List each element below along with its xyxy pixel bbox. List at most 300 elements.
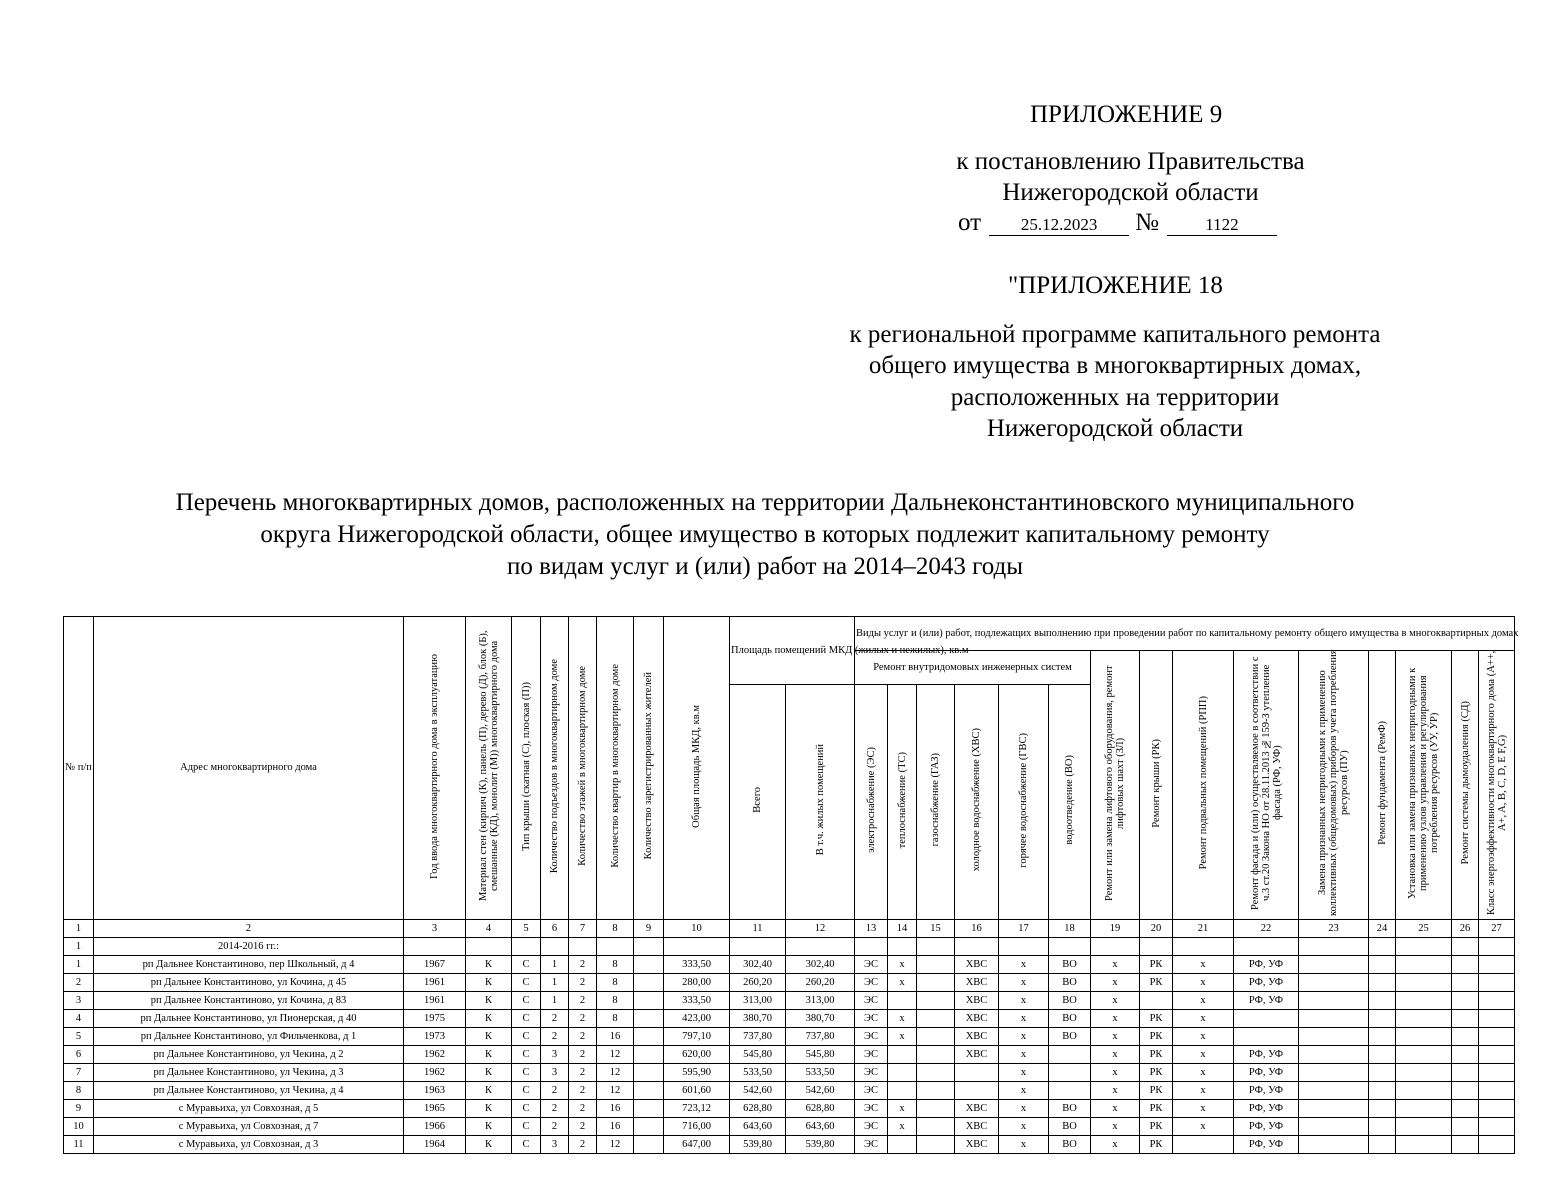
row-area-living: 533,50 bbox=[786, 1064, 855, 1082]
row-material: К bbox=[466, 1100, 512, 1118]
row-area-all: 643,60 bbox=[730, 1118, 786, 1136]
row-hvs: ХВС bbox=[955, 1136, 999, 1154]
column-number: 24 bbox=[1369, 920, 1396, 938]
row-facade: РФ, УФ bbox=[1234, 1118, 1299, 1136]
row-total-area: 797,10 bbox=[664, 1028, 730, 1046]
row-address: рп Дальнее Константиново, ул Чекина, д 4 bbox=[94, 1082, 404, 1100]
row-vo: ВО bbox=[1049, 1118, 1091, 1136]
row-total-area: 280,00 bbox=[664, 974, 730, 992]
row-year: 1973 bbox=[404, 1028, 466, 1046]
row-area-living: 539,80 bbox=[786, 1136, 855, 1154]
row-total-area: 723,12 bbox=[664, 1100, 730, 1118]
row-area-living: 643,60 bbox=[786, 1118, 855, 1136]
header-foundation-text: Ремонт фундамента (РемФ) bbox=[1376, 721, 1388, 845]
row-entrances: 1 bbox=[541, 956, 569, 974]
row-area-living: 260,20 bbox=[786, 974, 855, 992]
header-facade bbox=[1234, 651, 1299, 920]
row-rpp: x bbox=[1173, 1100, 1234, 1118]
decree-line-2: Нижегородской области bbox=[1002, 179, 1259, 206]
row-ts bbox=[888, 992, 917, 1010]
row-control-units bbox=[1396, 1046, 1452, 1064]
row-foundation bbox=[1369, 974, 1396, 992]
row-year: 1962 bbox=[404, 1046, 466, 1064]
row-lift: x bbox=[1091, 1118, 1140, 1136]
row-rpp: x bbox=[1173, 1064, 1234, 1082]
row-hvs bbox=[955, 1064, 999, 1082]
row-smoke bbox=[1452, 956, 1479, 974]
row-foundation bbox=[1369, 1046, 1396, 1064]
row-vo: ВО bbox=[1049, 1136, 1091, 1154]
row-control-units bbox=[1396, 1010, 1452, 1028]
row-ts bbox=[888, 1136, 917, 1154]
row-gvs: x bbox=[999, 1100, 1049, 1118]
row-num: 8 bbox=[64, 1082, 94, 1100]
number-sign: № bbox=[1135, 209, 1159, 236]
row-meters bbox=[1299, 1118, 1369, 1136]
row-rk: РК bbox=[1140, 974, 1173, 992]
row-gvs: x bbox=[999, 992, 1049, 1010]
row-roof: С bbox=[512, 1028, 541, 1046]
row-entrances: 2 bbox=[541, 1082, 569, 1100]
row-material: К bbox=[466, 956, 512, 974]
row-lift: x bbox=[1091, 974, 1140, 992]
row-ts: x bbox=[888, 1028, 917, 1046]
header-roof bbox=[512, 617, 541, 920]
row-apartments: 8 bbox=[597, 956, 634, 974]
row-total-area: 620,00 bbox=[664, 1046, 730, 1064]
row-rk: РК bbox=[1140, 956, 1173, 974]
row-roof: С bbox=[512, 1010, 541, 1028]
header-year-text: Год ввода многоквартирного дома в эксплуатацию bbox=[429, 653, 440, 879]
row-energy-class bbox=[1479, 992, 1515, 1010]
row-es: ЭС bbox=[855, 1136, 888, 1154]
row-gvs: x bbox=[999, 1028, 1049, 1046]
row-gas bbox=[917, 1046, 955, 1064]
row-energy-class bbox=[1479, 1100, 1515, 1118]
row-energy-class bbox=[1479, 1046, 1515, 1064]
row-material: К bbox=[466, 992, 512, 1010]
row-total-area: 647,00 bbox=[664, 1136, 730, 1154]
row-meters bbox=[1299, 1028, 1369, 1046]
row-smoke bbox=[1452, 1028, 1479, 1046]
row-foundation bbox=[1369, 1136, 1396, 1154]
section-label: 2014-2016 гг.: bbox=[94, 938, 404, 956]
row-total-area: 333,50 bbox=[664, 956, 730, 974]
row-year: 1967 bbox=[404, 956, 466, 974]
column-number: 14 bbox=[888, 920, 917, 938]
document-title-line-2: округа Нижегородской области, общее имущество в которых подлежит капитальному ремонту bbox=[260, 521, 1270, 548]
row-smoke bbox=[1452, 1100, 1479, 1118]
row-lift: x bbox=[1091, 1028, 1140, 1046]
header-rk bbox=[1140, 651, 1173, 920]
header-residents bbox=[634, 617, 664, 920]
row-num: 6 bbox=[64, 1046, 94, 1064]
header-entrances-text: Количество подъездов в многоквартирном доме bbox=[549, 658, 560, 874]
header-entrances bbox=[541, 617, 569, 920]
header-facade-text: Ремонт фасада и (или) осуществляемое в соответствии с ч.3 ст.20 Закона НО от 28.11.2013 №159-З утепление фасада (РФ, УФ) bbox=[1249, 656, 1283, 910]
table-row bbox=[64, 1028, 1515, 1046]
row-area-living: 313,00 bbox=[786, 992, 855, 1010]
row-gas bbox=[917, 992, 955, 1010]
row-energy-class bbox=[1479, 974, 1515, 992]
row-residents bbox=[634, 1010, 664, 1028]
section-row bbox=[64, 938, 1515, 956]
header-area-all bbox=[730, 685, 786, 920]
header-works-group: Виды услуг и (или) работ, подлежащих выполнению при проведении работ по капитальному ремонту общего имущества в многоквартирных домах bbox=[855, 617, 1515, 651]
header-hvs bbox=[955, 685, 999, 920]
table-row bbox=[64, 1010, 1515, 1028]
row-smoke bbox=[1452, 1136, 1479, 1154]
header-rk-text: Ремонт крыши (РК) bbox=[1150, 738, 1162, 828]
decree-number: 1122 bbox=[1167, 215, 1277, 236]
row-facade: РФ, УФ bbox=[1234, 1136, 1299, 1154]
appendix9-title: ПРИЛОЖЕНИЕ 9 bbox=[1030, 101, 1223, 128]
row-energy-class bbox=[1479, 1064, 1515, 1082]
row-ts: x bbox=[888, 1100, 917, 1118]
row-lift: x bbox=[1091, 1010, 1140, 1028]
date-prefix: от bbox=[958, 209, 982, 236]
row-roof: С bbox=[512, 992, 541, 1010]
row-entrances: 2 bbox=[541, 1100, 569, 1118]
row-num: 9 bbox=[64, 1100, 94, 1118]
row-apartments: 12 bbox=[597, 1046, 634, 1064]
row-rk: РК bbox=[1140, 1046, 1173, 1064]
row-area-living: 380,70 bbox=[786, 1010, 855, 1028]
row-residents bbox=[634, 956, 664, 974]
column-number: 22 bbox=[1234, 920, 1299, 938]
row-total-area: 716,00 bbox=[664, 1118, 730, 1136]
row-ts: x bbox=[888, 974, 917, 992]
decree-date-row bbox=[958, 208, 1277, 238]
row-lift: x bbox=[1091, 992, 1140, 1010]
program-line-4: Нижегородской области bbox=[986, 415, 1244, 442]
row-es: ЭС bbox=[855, 1082, 888, 1100]
row-year: 1963 bbox=[404, 1082, 466, 1100]
row-entrances: 3 bbox=[541, 1046, 569, 1064]
row-entrances: 1 bbox=[541, 992, 569, 1010]
row-apartments: 8 bbox=[597, 974, 634, 992]
row-apartments: 12 bbox=[597, 1136, 634, 1154]
houses-table bbox=[63, 616, 1519, 1154]
row-area-living: 545,80 bbox=[786, 1046, 855, 1064]
row-es: ЭС bbox=[855, 1118, 888, 1136]
row-es: ЭС bbox=[855, 1064, 888, 1082]
column-number: 3 bbox=[404, 920, 466, 938]
header-num: № п/п bbox=[64, 617, 94, 920]
row-material: К bbox=[466, 1082, 512, 1100]
row-address: рп Дальнее Константиново, ул Чекина, д 2 bbox=[94, 1046, 404, 1064]
row-apartments: 16 bbox=[597, 1028, 634, 1046]
row-entrances: 3 bbox=[541, 1136, 569, 1154]
row-total-area: 333,50 bbox=[664, 992, 730, 1010]
row-meters bbox=[1299, 1100, 1369, 1118]
row-year: 1962 bbox=[404, 1064, 466, 1082]
row-address: рп Дальнее Константиново, ул Пионерская, д 40 bbox=[94, 1010, 404, 1028]
row-address: рп Дальнее Константиново, ул Чекина, д 3 bbox=[94, 1064, 404, 1082]
column-number: 9 bbox=[634, 920, 664, 938]
row-smoke bbox=[1452, 1064, 1479, 1082]
header-lift-text: Ремонт или замена лифтового оборудования, ремонт лифтовых шахт (ЗЛ) bbox=[1104, 665, 1126, 901]
row-area-all: 313,00 bbox=[730, 992, 786, 1010]
row-hvs bbox=[955, 1082, 999, 1100]
row-rk: РК bbox=[1140, 1028, 1173, 1046]
row-num: 7 bbox=[64, 1064, 94, 1082]
row-floors: 2 bbox=[569, 974, 597, 992]
row-hvs: ХВС bbox=[955, 1046, 999, 1064]
row-num: 1 bbox=[64, 956, 94, 974]
row-hvs: ХВС bbox=[955, 956, 999, 974]
row-es: ЭС bbox=[855, 956, 888, 974]
row-foundation bbox=[1369, 1100, 1396, 1118]
row-smoke bbox=[1452, 1046, 1479, 1064]
column-number: 4 bbox=[466, 920, 512, 938]
row-energy-class bbox=[1479, 1010, 1515, 1028]
row-ts bbox=[888, 1064, 917, 1082]
header-area-all-text: Всего bbox=[752, 787, 763, 813]
row-facade: РФ, УФ bbox=[1234, 1064, 1299, 1082]
row-roof: С bbox=[512, 1100, 541, 1118]
row-facade: РФ, УФ bbox=[1234, 956, 1299, 974]
row-material: К bbox=[466, 1046, 512, 1064]
row-lift: x bbox=[1091, 1082, 1140, 1100]
appendix18-title: "ПРИЛОЖЕНИЕ 18 bbox=[1008, 272, 1223, 299]
row-residents bbox=[634, 1046, 664, 1064]
row-floors: 2 bbox=[569, 1028, 597, 1046]
row-year: 1975 bbox=[404, 1010, 466, 1028]
row-rpp: x bbox=[1173, 992, 1234, 1010]
row-vo bbox=[1049, 1046, 1091, 1064]
row-hvs: ХВС bbox=[955, 974, 999, 992]
row-facade: РФ, УФ bbox=[1234, 1082, 1299, 1100]
row-vo: ВО bbox=[1049, 956, 1091, 974]
row-material: К bbox=[466, 1064, 512, 1082]
row-facade: РФ, УФ bbox=[1234, 974, 1299, 992]
row-es: ЭС bbox=[855, 1010, 888, 1028]
row-rk bbox=[1140, 992, 1173, 1010]
row-area-all: 542,60 bbox=[730, 1082, 786, 1100]
row-rpp: x bbox=[1173, 1010, 1234, 1028]
row-ts bbox=[888, 1046, 917, 1064]
row-energy-class bbox=[1479, 956, 1515, 974]
column-number: 20 bbox=[1140, 920, 1173, 938]
row-roof: С bbox=[512, 1136, 541, 1154]
row-rk: РК bbox=[1140, 1100, 1173, 1118]
table-row bbox=[64, 974, 1515, 992]
row-residents bbox=[634, 1118, 664, 1136]
row-apartments: 12 bbox=[597, 1082, 634, 1100]
row-rk: РК bbox=[1140, 1082, 1173, 1100]
row-gvs: x bbox=[999, 1046, 1049, 1064]
row-num: 5 bbox=[64, 1028, 94, 1046]
row-apartments: 12 bbox=[597, 1064, 634, 1082]
row-year: 1966 bbox=[404, 1118, 466, 1136]
row-address: с Муравьиха, ул Совхозная, д 3 bbox=[94, 1136, 404, 1154]
row-control-units bbox=[1396, 1082, 1452, 1100]
header-energy-class-text: Класс энергоэффективности многоквартирного дома (A++, A+, A, B, C, D, E F,G) bbox=[1485, 650, 1508, 916]
row-hvs: ХВС bbox=[955, 992, 999, 1010]
row-address: с Муравьиха, ул Совхозная, д 7 bbox=[94, 1118, 404, 1136]
row-meters bbox=[1299, 1046, 1369, 1064]
row-roof: С bbox=[512, 974, 541, 992]
row-year: 1964 bbox=[404, 1136, 466, 1154]
row-area-living: 628,80 bbox=[786, 1100, 855, 1118]
row-area-living: 302,40 bbox=[786, 956, 855, 974]
row-year: 1961 bbox=[404, 974, 466, 992]
header-vo bbox=[1049, 685, 1091, 920]
row-roof: С bbox=[512, 1064, 541, 1082]
header-vo-text: водоотведение (ВО) bbox=[1064, 755, 1075, 845]
row-rk: РК bbox=[1140, 1064, 1173, 1082]
row-area-all: 380,70 bbox=[730, 1010, 786, 1028]
row-year: 1965 bbox=[404, 1100, 466, 1118]
row-area-living: 542,60 bbox=[786, 1082, 855, 1100]
row-total-area: 601,60 bbox=[664, 1082, 730, 1100]
header-control-units-text: Установка или замена признанных непригодными к применению узлов управления и регулирования потребления ресурсов (УУ, УР) bbox=[1407, 667, 1440, 899]
row-facade bbox=[1234, 1010, 1299, 1028]
decree-date: 25.12.2023 bbox=[989, 215, 1129, 236]
column-number: 23 bbox=[1299, 920, 1369, 938]
table-row bbox=[64, 956, 1515, 974]
row-residents bbox=[634, 1082, 664, 1100]
header-control-units bbox=[1396, 651, 1452, 920]
row-control-units bbox=[1396, 1136, 1452, 1154]
row-gvs: x bbox=[999, 1010, 1049, 1028]
column-number: 10 bbox=[664, 920, 730, 938]
header-meters-text: Замена признанных непригодными к применению коллективных (общедомовых) приборов учета потребления ресурсов (ПУ) bbox=[1317, 649, 1350, 917]
row-energy-class bbox=[1479, 1082, 1515, 1100]
row-foundation bbox=[1369, 956, 1396, 974]
row-area-all: 539,80 bbox=[730, 1136, 786, 1154]
row-ts: x bbox=[888, 1010, 917, 1028]
row-foundation bbox=[1369, 1082, 1396, 1100]
row-floors: 2 bbox=[569, 1136, 597, 1154]
row-rk: РК bbox=[1140, 1136, 1173, 1154]
column-number: 6 bbox=[541, 920, 569, 938]
row-address: рп Дальнее Константиново, пер Школьный, д 4 bbox=[94, 956, 404, 974]
column-number: 25 bbox=[1396, 920, 1452, 938]
header-es bbox=[855, 685, 888, 920]
row-hvs: ХВС bbox=[955, 1118, 999, 1136]
table-row bbox=[64, 1100, 1515, 1118]
row-floors: 2 bbox=[569, 1046, 597, 1064]
header-area-living bbox=[786, 685, 855, 920]
row-gas bbox=[917, 1064, 955, 1082]
row-residents bbox=[634, 1136, 664, 1154]
column-number: 2 bbox=[94, 920, 404, 938]
row-rpp: x bbox=[1173, 956, 1234, 974]
header-lift bbox=[1091, 651, 1140, 920]
column-number: 13 bbox=[855, 920, 888, 938]
header-total-area bbox=[664, 617, 730, 920]
row-material: К bbox=[466, 1118, 512, 1136]
row-es: ЭС bbox=[855, 1046, 888, 1064]
row-area-all: 302,40 bbox=[730, 956, 786, 974]
row-facade: РФ, УФ bbox=[1234, 992, 1299, 1010]
header-floors bbox=[569, 617, 597, 920]
row-control-units bbox=[1396, 992, 1452, 1010]
row-rpp: x bbox=[1173, 1082, 1234, 1100]
row-residents bbox=[634, 1028, 664, 1046]
row-num: 2 bbox=[64, 974, 94, 992]
row-control-units bbox=[1396, 1100, 1452, 1118]
row-meters bbox=[1299, 992, 1369, 1010]
header-gas-text: газоснабжение (ГАЗ) bbox=[930, 753, 941, 847]
row-area-all: 737,80 bbox=[730, 1028, 786, 1046]
row-residents bbox=[634, 992, 664, 1010]
header-systems-group: Ремонт внутридомовых инженерных систем bbox=[855, 651, 1091, 685]
row-gas bbox=[917, 1136, 955, 1154]
program-line-2: общего имущества в многоквартирных домах, bbox=[868, 352, 1362, 379]
row-area-all: 545,80 bbox=[730, 1046, 786, 1064]
row-energy-class bbox=[1479, 1028, 1515, 1046]
header-floors-text: Количество этажей в многоквартирном доме bbox=[577, 666, 588, 866]
row-rk: РК bbox=[1140, 1010, 1173, 1028]
row-num: 4 bbox=[64, 1010, 94, 1028]
header-apartments-text: Количество квартир в многоквартирном доме bbox=[609, 664, 621, 868]
header-rpp bbox=[1173, 651, 1234, 920]
table-body bbox=[64, 956, 1515, 1154]
row-area-all: 628,80 bbox=[730, 1100, 786, 1118]
row-residents bbox=[634, 1100, 664, 1118]
row-vo: ВО bbox=[1049, 1100, 1091, 1118]
row-roof: С bbox=[512, 1046, 541, 1064]
row-meters bbox=[1299, 1082, 1369, 1100]
row-meters bbox=[1299, 1136, 1369, 1154]
row-ts: x bbox=[888, 1118, 917, 1136]
column-number: 19 bbox=[1091, 920, 1140, 938]
header-address: Адрес многоквартирного дома bbox=[94, 617, 404, 920]
table-row bbox=[64, 1118, 1515, 1136]
header-material bbox=[466, 617, 512, 920]
row-energy-class bbox=[1479, 1136, 1515, 1154]
document-title-line-3: по видам услуг и (или) работ на 2014–2043 годы bbox=[506, 553, 1024, 580]
row-entrances: 2 bbox=[541, 1028, 569, 1046]
row-rpp: x bbox=[1173, 1028, 1234, 1046]
header-es-text: электроснабжение (ЭС) bbox=[865, 747, 877, 853]
row-control-units bbox=[1396, 956, 1452, 974]
row-material: К bbox=[466, 974, 512, 992]
row-address: с Муравьиха, ул Совхозная, д 5 bbox=[94, 1100, 404, 1118]
header-meters bbox=[1299, 651, 1369, 920]
row-roof: С bbox=[512, 1118, 541, 1136]
row-es: ЭС bbox=[855, 1028, 888, 1046]
header-gvs-text: горячее водоснабжение (ГВС) bbox=[1018, 732, 1029, 868]
row-vo bbox=[1049, 1082, 1091, 1100]
row-gas bbox=[917, 956, 955, 974]
header-residents-text: Количество зарегистрированных жителей bbox=[643, 672, 654, 860]
row-lift: x bbox=[1091, 1136, 1140, 1154]
header-smoke-text: Ремонт системы дымоудаления (СД) bbox=[1459, 701, 1471, 865]
column-numbers-row bbox=[64, 920, 1515, 938]
row-facade: РФ, УФ bbox=[1234, 1046, 1299, 1064]
row-lift: x bbox=[1091, 1046, 1140, 1064]
row-vo: ВО bbox=[1049, 992, 1091, 1010]
row-address: рп Дальнее Константиново, ул Фильченкова, д 1 bbox=[94, 1028, 404, 1046]
row-facade bbox=[1234, 1028, 1299, 1046]
table-row bbox=[64, 1082, 1515, 1100]
header-ts bbox=[888, 685, 917, 920]
row-gas bbox=[917, 1028, 955, 1046]
row-gas bbox=[917, 974, 955, 992]
row-entrances: 2 bbox=[541, 1118, 569, 1136]
row-meters bbox=[1299, 1010, 1369, 1028]
row-rpp bbox=[1173, 1136, 1234, 1154]
program-line-1: к региональной программе капитального ремонта bbox=[849, 321, 1381, 348]
row-vo: ВО bbox=[1049, 1010, 1091, 1028]
row-foundation bbox=[1369, 1028, 1396, 1046]
row-hvs: ХВС bbox=[955, 1100, 999, 1118]
row-control-units bbox=[1396, 1028, 1452, 1046]
